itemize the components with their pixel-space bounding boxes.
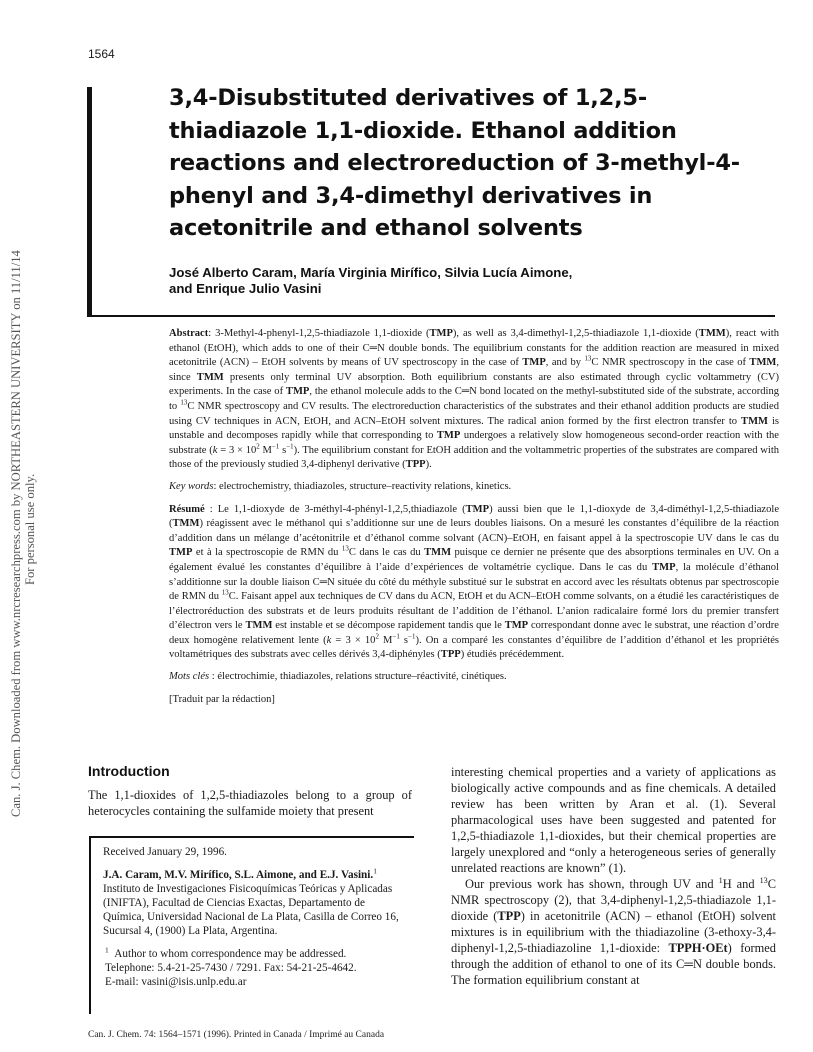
received-date: Received January 29, 1996. [103,846,227,858]
mots-cles-label: Mots clés [169,671,210,683]
abstract-label: Abstract [169,328,209,339]
footnote-authors: J.A. Caram, M.V. Mirífico, S.L. Aimone, and E.J. Vasini.$^1$ [103,866,377,881]
contact-email: E-mail: vasini@isis.unlp.edu.ar [105,976,247,988]
right-column [451,764,776,988]
watermark-line-2: For personal use only. [23,473,37,585]
header-rule [87,315,775,317]
watermark-line-1: Can. J. Chem. Downloaded from www.nrcresearchpress.com by NORTHEASTERN UNIVERSITY on 11/11/14 [9,250,23,817]
introduction-paragraph-3: Our previous work has shown, through UV and $^1$H and $^{13}$C NMR spectroscopy (2), that 3,4-diphenyl-1,2,5-thiadiazole 1,1-dioxide (TPP) in acetonitrile (ACN) – ethanol (EtOH) solvent mixtures is in equilibrium with the thiadiazoline (3-ethoxy-3,4-diphenyl-1,2,5-thiadiazoline 1,1-dioxide: TPPH·OEt) formed through the addition of ethanol to one of its C═N double bonds. The formation equilibrium constant at [451,875,776,987]
keywords: Key words: electrochemistry, thiadiazoles, structure–reactivity relations, kinetics. [169,480,512,492]
resume-label: Résumé [169,503,205,515]
keywords-label: Key words [169,480,214,492]
introduction-paragraph-1: The 1,1-dioxides of 1,2,5-thiadiazoles belong to a group of heterocycles containing the sulfamide moiety that present [88,788,412,818]
translation-note: [Traduit par la rédaction] [169,693,275,705]
abstract-paragraph: Abstract: 3-Methyl-4-phenyl-1,2,5-thiadiazole 1,1-dioxide (TMP), as well as 3,4-dimethyl-1,2,5-thiadiazole 1,1-dioxide (TMM), react with ethanol (EtOH), which adds to one of their C═N double bonds. The equilibrium constants for the addition reaction are measured in mixed acetonitrile (ACN) – EtOH solvents by means of UV spectroscopy in the case of TMP, and by $^{13}$C NMR spectroscopy in the case of TMM, since TMM presents only terminal UV absorption. Both equilibrium constants are also estimated through cyclic voltammetry (CV) experiments. In the case of TMP, the ethanol molecule adds to the C═N bond located on the methyl-substituted side of the substrate, according to $^{13}$C NMR spectroscopy and CV results. The electroreduction characteristics of the substrates and their ethanol addition products are studied using CV techniques in ACN, EtOH, and ACN–EtOH solvent mixtures. The radical anion formed by the first electron transfer to TMM is unstable and decomposes rapidly while that corresponding to TMP undergoes a relatively slow homogeneous second-order reaction with the substrate ($k = 3 \times 10^2$ $M^{-1}$ $s^{-1}$). The equilibrium constant for EtOH addition and the voltammetric properties of the substrates are compared with those of the previously studied 3,4-diphenyl derivative (TPP). [169,328,780,471]
introduction-paragraph-2: interesting chemical properties and a variety of applications as biologically active compounds and as fine chemicals. A detailed review has been written by Aran et al. (1). Several pharmacological uses have been suggested and patented for 1,2,5-thiadiazole 1,1-dioxides, but their chemical properties are largely unexplored and “only a heterogeneous series of generally unrelated reactions are known” (1). [451,765,776,875]
abstract-block [169,327,779,714]
article-title: 3,4-Disubstituted derivatives of 1,2,5-thiadiazole 1,1-dioxide. Ethanol addition reactions and electroreduction of 3-methyl-4-phenyl and 3,4-dimethyl derivatives in acetonitrile and ethanol solvents [169,85,740,241]
author-line-1: José Alberto Caram, María Virginia Mirífico, Silvia Lucía Aimone, [169,265,573,280]
mots-cles: Mots clés : électrochimie, thiadiazoles, relations structure–réactivité, cinétiques. [169,671,507,683]
correspondence-note: $^1$ Author to whom correspondence may be addressed. Telephone: 5.4-21-25-7430 / 7291. Fax: 54-21-25-4642. E-mail: vasini@isis.unlp.edu.ar [103,947,403,989]
footnote-body [103,845,403,989]
author-line-2: and Enrique Julio Vasini [169,281,322,296]
resume-paragraph: Résumé : Le 1,1-dioxyde de 3-méthyl-4-phényl-1,2,5,thiadiazole (TMP) aussi bien que le 1,1-dioxyde de 3,4-diméthyl-1,2,5-thiadiazole (TMM) réagissent avec le méthanol qui s’additionne sur une de leurs doubles liaisons. On a mesuré les constantes d’équilibre de la réaction d’addition dans un mélange d’acétonitrile et d’éthanol comme solvant (ACN)–EtOH, en faisant appel à la spectroscopie UV dans le cas du TMP et à la spectroscopie de RMN du $^{13}$C dans le cas du TMM puisque ce dernier ne présente que des absorptions terminales en UV. On a également évalué les constantes d’équilibre à l’aide d’expériences de voltamétrie cyclique. Dans le cas du TMP, la molécule d’éthanol s’additionne sur la double liaison C═N située du côté du méthyle substitué sur le substrat en accord avec les résultats obtenus par spectroscopie de RMN du $^{13}$C. Faisant appel aux techniques de CV dans du ACN, EtOH et du ACN–EtOH comme solvants, on a étudié les caractéristiques de l’électroréduction des substrats et de leurs produits résultant de l’addition de l’éthanol. L’anion radicalaire formé lors du premier transfert d’électron vers le TMM est instable et se décompose rapidement tandis que le TMP correspondant donne avec le substrat, une réaction d’ordre deux homogène relativement lente ($k = 3 \times 10^2$ $M^{-1}$ $s^{-1}$). On a comparé les constantes d’équilibre de l’addition d’éthanol et les propriétés voltamétriques des substrats avec celles dérivés 3,4-diphényles (TPP) étudiés précédemment. [169,503,779,661]
journal-footer: Can. J. Chem. 74: 1564–1571 (1996). Printed in Canada / Imprimé au Canada [88,1030,385,1040]
introduction-heading: Introduction [88,763,170,779]
page-number: 1564 [88,47,115,61]
download-watermark [2,205,42,825]
title-left-bar [87,87,92,315]
author-list [169,265,769,297]
footnote-mark: 1 [105,945,109,955]
footnote-affiliation: Instituto de Investigaciones Fisicoquímicas Teóricas y Aplicadas (INIFTA), Facultad de Ciencias Exactas, Departamento de Química, Universidad Nacional de La Plata, Casilla de Correo 16, Sucursal 4, (1900) La Plata, Argentina. [103,883,399,937]
